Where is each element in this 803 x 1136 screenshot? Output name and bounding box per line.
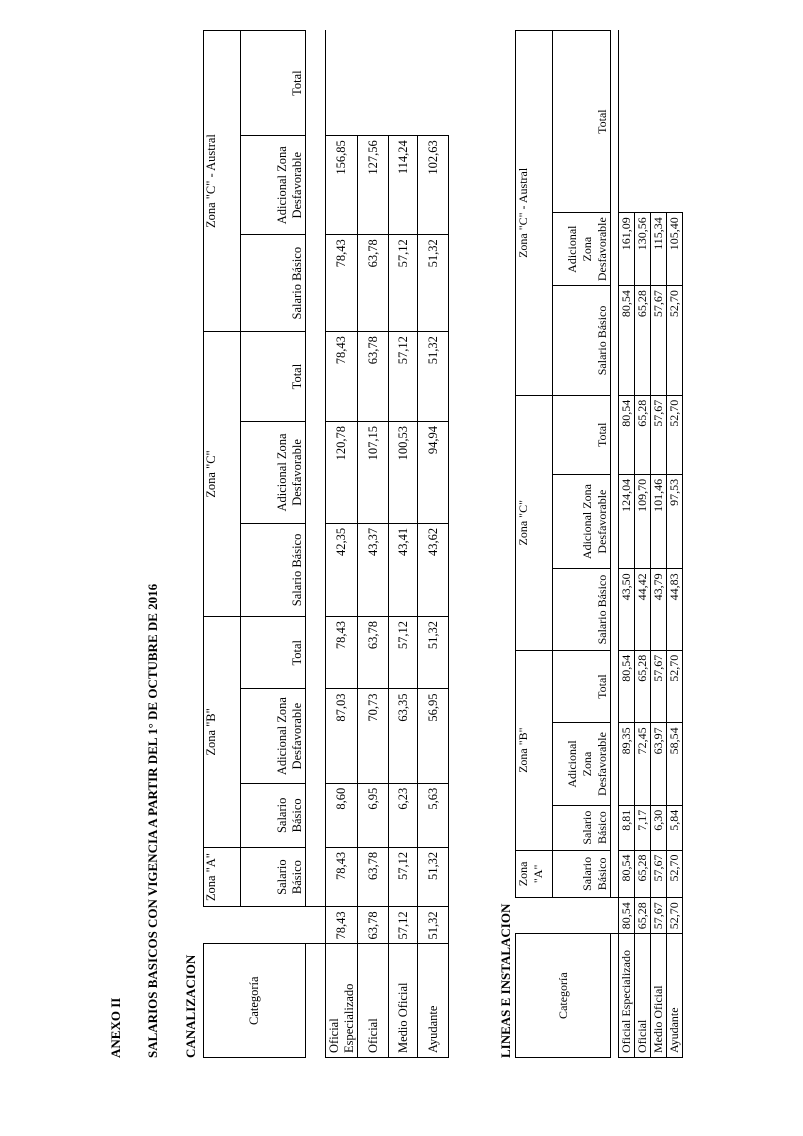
cell-a-salario: 65,28 <box>635 898 651 934</box>
cell-ca-salario: 65,28 <box>635 395 651 474</box>
col-header-zone-c: Zona "C" <box>204 332 241 617</box>
cell-ca-salario: 52,70 <box>667 395 683 474</box>
cell-c-adicional: 44,83 <box>667 569 683 650</box>
gap-col <box>204 907 326 944</box>
col-header-zone-b: Zona "B" <box>516 650 553 850</box>
cell-b-total: 89,35 <box>619 723 635 805</box>
row-category: Oficial <box>635 934 651 1058</box>
cell-ca-adicional: 51,32 <box>418 235 449 332</box>
col-header-b-total: Total <box>553 650 611 723</box>
cell-a-salario: 63,78 <box>358 907 389 944</box>
cell-b-salario: 57,12 <box>389 847 418 906</box>
canalizacion-table <box>203 30 449 1058</box>
col-header-ca-total: Total <box>553 31 611 213</box>
header-row-fields <box>241 31 306 1058</box>
col-header-b-total: Total <box>241 616 306 689</box>
cell-b-total: 72,45 <box>635 723 651 805</box>
cell-ca-total: 102,63 <box>418 136 449 235</box>
cell-b-total: 63,97 <box>651 723 667 805</box>
cell-b-adicional: 8,60 <box>326 783 358 847</box>
cell-c-total: 100,53 <box>389 421 418 523</box>
cell-c-adicional: 43,79 <box>651 569 667 650</box>
header-row-zones <box>204 31 241 1058</box>
cell-b-salario: 63,78 <box>358 847 389 906</box>
cell-c-total: 107,15 <box>358 421 389 523</box>
table-row <box>358 31 389 1058</box>
cell-b-salario: 65,28 <box>635 850 651 898</box>
cell-b-salario: 78,43 <box>326 847 358 906</box>
col-header-b-salario: Salario Básico <box>553 805 611 850</box>
cell-b-adicional: 5,84 <box>667 805 683 850</box>
cell-ca-adicional: 63,78 <box>358 235 389 332</box>
col-header-ca-salario: Salario Básico <box>241 235 306 332</box>
row-category: Ayudante <box>418 944 449 1058</box>
col-header-b-salario: Salario Básico <box>241 783 306 847</box>
cell-c-adicional: 43,41 <box>389 523 418 616</box>
cell-a-salario: 51,32 <box>418 907 449 944</box>
cell-c-salario: 57,67 <box>651 650 667 723</box>
cell-ca-adicional: 65,28 <box>635 286 651 396</box>
cell-a-salario: 57,12 <box>389 907 418 944</box>
annex-title: ANEXO II <box>108 997 123 1058</box>
col-header-c-total: Total <box>553 395 611 474</box>
cell-ca-salario: 57,12 <box>389 332 418 422</box>
row-category: Medio Oficial <box>389 944 418 1058</box>
cell-c-adicional: 42,35 <box>326 523 358 616</box>
cell-c-total: 109,70 <box>635 474 651 569</box>
col-header-category: Categoría <box>204 944 306 1058</box>
cell-c-total: 120,78 <box>326 421 358 523</box>
col-header-ca-adicional: Adicional Zona Desfavorable <box>241 136 306 235</box>
cell-ca-total: 115,34 <box>651 213 667 286</box>
cell-c-salario: 57,12 <box>389 616 418 689</box>
cell-c-adicional: 43,62 <box>418 523 449 616</box>
cell-ca-adicional: 52,70 <box>667 286 683 396</box>
cell-ca-salario: 80,54 <box>619 395 635 474</box>
col-header-zone-c-austral: Zona "C" - Austral <box>204 31 241 332</box>
col-header-ca-total: Total <box>241 31 306 136</box>
cell-b-total: 87,03 <box>326 689 358 783</box>
col-header-a-salario: Salario Básico <box>241 847 306 906</box>
col-header-zone-a: Zona "A" <box>516 850 553 898</box>
cell-ca-total: 127,56 <box>358 136 389 235</box>
cell-b-salario: 57,67 <box>651 850 667 898</box>
cell-c-adicional: 43,50 <box>619 569 635 650</box>
cell-b-adicional: 8,81 <box>619 805 635 850</box>
cell-b-salario: 80,54 <box>619 850 635 898</box>
cell-b-adicional: 6,30 <box>651 805 667 850</box>
col-header-zone-c: Zona "C" <box>516 395 553 650</box>
cell-ca-adicional: 57,12 <box>389 235 418 332</box>
cell-ca-total: 105,40 <box>667 213 683 286</box>
cell-ca-salario: 57,67 <box>651 395 667 474</box>
col-header-zone-b: Zona "B" <box>204 616 241 847</box>
col-header-zone-c-austral: Zona "C" - Austral <box>516 31 553 396</box>
table-row <box>389 31 418 1058</box>
cell-c-total: 101,46 <box>651 474 667 569</box>
row-category: Oficial <box>358 944 389 1058</box>
col-header-a-salario: Salario Básico <box>553 850 611 898</box>
col-header-category: Categoría <box>516 934 611 1058</box>
canalizacion-heading: CANALIZACION <box>183 954 198 1058</box>
row-category: Oficial Especializado <box>619 934 635 1058</box>
cell-c-total: 124,04 <box>619 474 635 569</box>
row-category: Ayudante <box>667 934 683 1058</box>
cell-a-salario: 78,43 <box>326 907 358 944</box>
lineas-heading: LINEAS E INSTALACION <box>498 903 513 1058</box>
cell-b-adicional: 5,63 <box>418 783 449 847</box>
document-title: SALARIOS BASICOS CON VIGENCIA A PARTIR DEL 1° DE OCTUBRE DE 2016 <box>145 583 160 1058</box>
cell-c-salario: 80,54 <box>619 650 635 723</box>
cell-b-total: 58,54 <box>667 723 683 805</box>
cell-c-salario: 63,78 <box>358 616 389 689</box>
cell-c-salario: 65,28 <box>635 650 651 723</box>
table-row <box>418 31 449 1058</box>
col-header-ca-salario: Salario Básico <box>553 286 611 396</box>
table-row <box>667 31 683 1058</box>
cell-ca-salario: 51,32 <box>418 332 449 422</box>
col-header-ca-adicional: Adicional Zona Desfavorable <box>553 213 611 286</box>
col-header-c-salario: Salario Básico <box>241 523 306 616</box>
cell-b-total: 63,35 <box>389 689 418 783</box>
col-header-c-salario: Salario Básico <box>553 569 611 650</box>
cell-ca-adicional: 78,43 <box>326 235 358 332</box>
cell-ca-total: 156,85 <box>326 136 358 235</box>
cell-c-salario: 52,70 <box>667 650 683 723</box>
cell-ca-salario: 78,43 <box>326 332 358 422</box>
cell-ca-total: 114,24 <box>389 136 418 235</box>
table-row <box>651 31 667 1058</box>
cell-c-total: 94,94 <box>418 421 449 523</box>
col-header-c-adicional: Adicional Zona Desfavorable <box>553 474 611 569</box>
cell-b-salario: 51,32 <box>418 847 449 906</box>
header-row-zones <box>516 31 553 1058</box>
cell-c-salario: 78,43 <box>326 616 358 689</box>
table-row <box>326 31 358 1058</box>
cell-b-total: 56,95 <box>418 689 449 783</box>
col-header-zone-a: Zona "A" <box>204 847 241 906</box>
cell-c-salario: 51,32 <box>418 616 449 689</box>
row-category: Medio Oficial <box>651 934 667 1058</box>
cell-c-total: 97,53 <box>667 474 683 569</box>
table-row <box>619 31 635 1058</box>
col-header-b-adicional: Adicional Zona Desfavorable <box>241 689 306 783</box>
cell-ca-adicional: 80,54 <box>619 286 635 396</box>
cell-b-salario: 52,70 <box>667 850 683 898</box>
cell-a-salario: 52,70 <box>667 898 683 934</box>
cell-b-adicional: 6,95 <box>358 783 389 847</box>
cell-ca-adicional: 57,67 <box>651 286 667 396</box>
col-header-c-adicional: Adicional Zona Desfavorable <box>241 421 306 523</box>
col-header-c-total: Total <box>241 332 306 422</box>
row-category: Oficial Especializado <box>326 944 358 1058</box>
col-header-b-adicional: Adicional Zona Desfavorable <box>553 723 611 805</box>
lineas-table <box>515 30 683 1058</box>
cell-b-adicional: 7,17 <box>635 805 651 850</box>
header-spacer-row <box>306 31 326 1058</box>
cell-b-adicional: 6,23 <box>389 783 418 847</box>
cell-a-salario: 80,54 <box>619 898 635 934</box>
cell-ca-salario: 63,78 <box>358 332 389 422</box>
cell-c-adicional: 43,37 <box>358 523 389 616</box>
cell-a-salario: 57,67 <box>651 898 667 934</box>
cell-ca-total: 161,09 <box>619 213 635 286</box>
cell-ca-total: 130,56 <box>635 213 651 286</box>
cell-c-adicional: 44,42 <box>635 569 651 650</box>
gap-col <box>516 898 619 934</box>
table-row <box>635 31 651 1058</box>
cell-b-total: 70,73 <box>358 689 389 783</box>
